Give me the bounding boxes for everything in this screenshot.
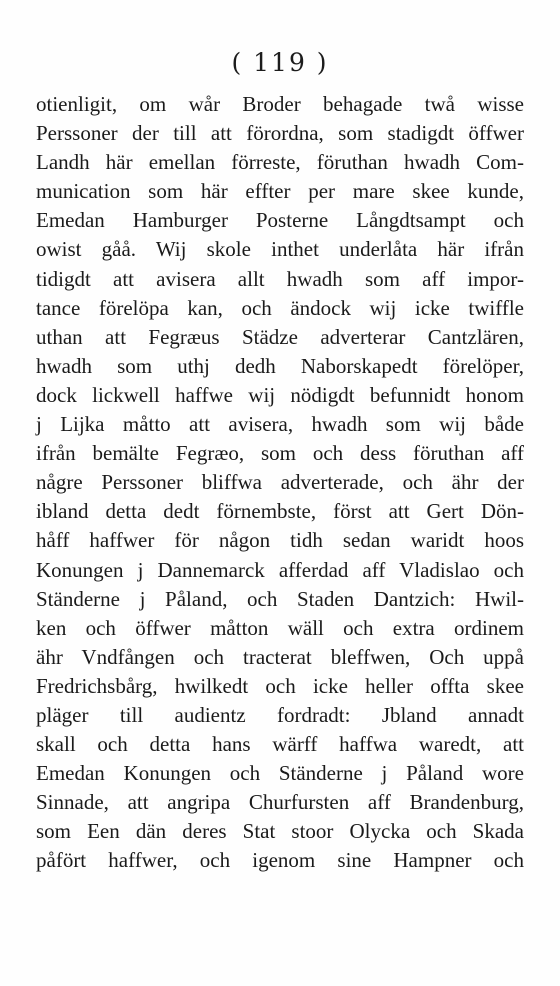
text-line: Sinnade, att angripa Churfursten aff Brandenburg,: [36, 790, 524, 815]
text-line: som Een dän deres Stat stoor Olycka och Skada: [36, 819, 524, 844]
text-line: Landh här emellan förreste, föruthan hwadh Com-: [36, 150, 524, 175]
text-line: ibland detta dedt förnembste, först att Gert Dön-: [36, 499, 524, 524]
text-line: tidigdt att avisera allt hwadh som aff impor-: [36, 266, 524, 291]
text-line: j Lijka måtto att avisera, hwadh som wij både: [36, 412, 524, 437]
text-line: ifrån bemälte Fegræo, som och dess föruthan aff: [36, 441, 524, 466]
text-line: otienligit, om wår Broder behagade twå wisse: [36, 92, 524, 116]
text-line: hwadh som uthj dedh Naborskapedt förelöper,: [36, 353, 524, 378]
text-line: Emedan Hamburger Posterne Långdtsampt och: [36, 208, 524, 233]
text-line: owist gåå. Wij skole inthet underlåta här ifrån: [36, 237, 524, 262]
page-number: ( 119 ): [231, 48, 329, 77]
text-line: någre Perssoner bliffwa adverterade, och ähr der: [36, 470, 524, 495]
text-line: Fredrichsbårg, hwilkedt och icke heller offta skee: [36, 673, 524, 698]
text-line: dock lickwell haffwe wij nödigdt befunnidt honom: [36, 382, 524, 407]
text-line: Emedan Konungen och Ständerne j Påland wore: [36, 761, 524, 786]
text-line: ken och öffwer måtton wäll och extra ordinem: [36, 615, 524, 640]
text-line: påfört haffwer, och igenom sine Hampner och: [36, 848, 524, 873]
body-text: [36, 90, 524, 876]
text-line: pläger till audientz fordradt: Jbland annadt: [36, 702, 524, 727]
text-line: Perssoner der till att förordna, som stadigdt öffwer: [36, 121, 524, 146]
text-line: Ständerne j Påland, och Staden Dantzich: Hwil-: [36, 586, 524, 611]
text-line: tance förelöpa kan, och ändock wij icke twiffle: [36, 295, 524, 320]
text-line: uthan att Fegræus Städze adverterar Cantzlären,: [36, 324, 524, 349]
text-line: håff haffwer för någon tidh sedan waridt hoos: [36, 528, 524, 553]
text-line: Konungen j Dannemarck afferdad aff Vladislao och: [36, 557, 524, 582]
text-line: skall och detta hans wärff haffwa waredt, att: [36, 732, 524, 757]
text-line: munication som här effter per mare skee kunde,: [36, 179, 524, 204]
text-line: ähr Vndfången och tracterat bleffwen, Och uppå: [36, 644, 524, 669]
